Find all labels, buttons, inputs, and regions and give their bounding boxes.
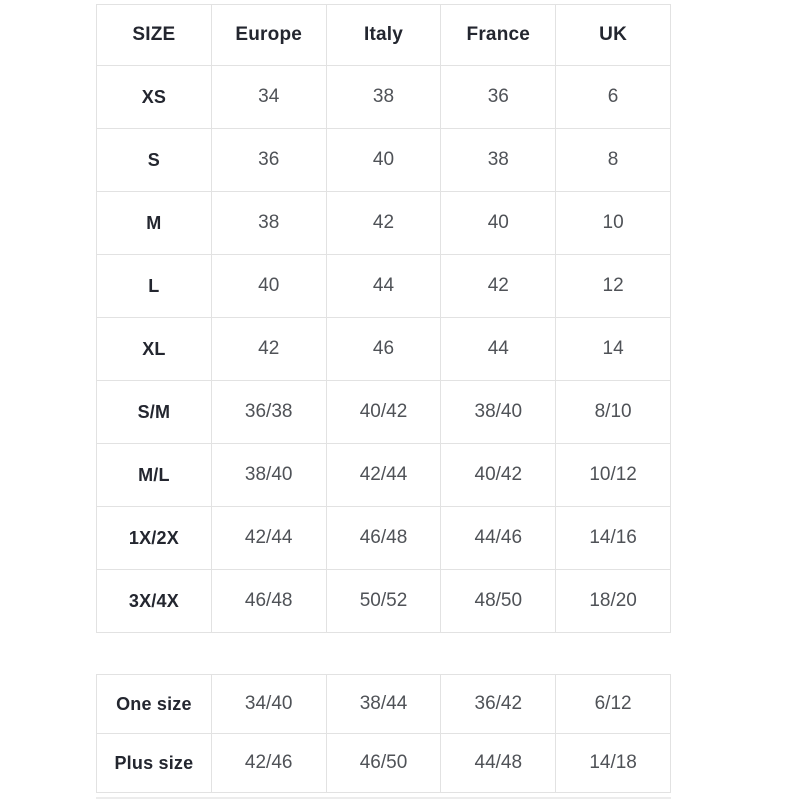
value-cell: 38 <box>326 66 441 129</box>
value-cell: 14/16 <box>556 507 671 570</box>
size-label-cell: L <box>97 255 212 318</box>
table-row <box>97 444 671 507</box>
value-cell: 46 <box>326 318 441 381</box>
value-cell: 38 <box>211 192 326 255</box>
special-size-table <box>96 674 671 793</box>
size-label-cell: M <box>97 192 212 255</box>
value-cell: 46/48 <box>211 570 326 633</box>
cropped-bottom-edge <box>96 797 671 799</box>
size-label-cell: M/L <box>97 444 212 507</box>
value-cell: 38 <box>441 129 556 192</box>
value-cell: 14/18 <box>556 734 671 793</box>
value-cell: 48/50 <box>441 570 556 633</box>
value-cell: 6 <box>556 66 671 129</box>
value-cell: 40 <box>211 255 326 318</box>
size-label-cell: One size <box>97 675 212 734</box>
value-cell: 42/46 <box>211 734 326 793</box>
column-header-france: France <box>441 5 556 66</box>
table-row <box>97 66 671 129</box>
table-row <box>97 381 671 444</box>
table-row <box>97 507 671 570</box>
value-cell: 46/48 <box>326 507 441 570</box>
table-row <box>97 192 671 255</box>
column-header-uk: UK <box>556 5 671 66</box>
column-header-europe: Europe <box>211 5 326 66</box>
value-cell: 8/10 <box>556 381 671 444</box>
value-cell: 44 <box>326 255 441 318</box>
value-cell: 40/42 <box>326 381 441 444</box>
column-header-italy: Italy <box>326 5 441 66</box>
value-cell: 36 <box>211 129 326 192</box>
size-label-cell: 1X/2X <box>97 507 212 570</box>
size-label-cell: S <box>97 129 212 192</box>
size-label-cell: XL <box>97 318 212 381</box>
size-label-cell: 3X/4X <box>97 570 212 633</box>
value-cell: 42/44 <box>326 444 441 507</box>
value-cell: 34 <box>211 66 326 129</box>
table-row <box>97 570 671 633</box>
value-cell: 42 <box>326 192 441 255</box>
size-conversion-table <box>96 4 671 633</box>
value-cell: 12 <box>556 255 671 318</box>
value-cell: 40/42 <box>441 444 556 507</box>
table-body <box>97 66 671 633</box>
value-cell: 50/52 <box>326 570 441 633</box>
size-guide <box>96 4 671 799</box>
column-header-size: SIZE <box>97 5 212 66</box>
value-cell: 42/44 <box>211 507 326 570</box>
table-row <box>97 255 671 318</box>
value-cell: 18/20 <box>556 570 671 633</box>
value-cell: 42 <box>211 318 326 381</box>
table-row <box>97 734 671 793</box>
value-cell: 34/40 <box>211 675 326 734</box>
value-cell: 38/40 <box>441 381 556 444</box>
value-cell: 38/44 <box>326 675 441 734</box>
table-header <box>97 5 671 66</box>
value-cell: 8 <box>556 129 671 192</box>
header-row <box>97 5 671 66</box>
table-row <box>97 675 671 734</box>
value-cell: 42 <box>441 255 556 318</box>
table-row <box>97 318 671 381</box>
size-label-cell: S/M <box>97 381 212 444</box>
value-cell: 36/38 <box>211 381 326 444</box>
value-cell: 46/50 <box>326 734 441 793</box>
value-cell: 40 <box>441 192 556 255</box>
table-row <box>97 129 671 192</box>
value-cell: 36 <box>441 66 556 129</box>
size-label-cell: Plus size <box>97 734 212 793</box>
value-cell: 10/12 <box>556 444 671 507</box>
value-cell: 14 <box>556 318 671 381</box>
value-cell: 38/40 <box>211 444 326 507</box>
value-cell: 6/12 <box>556 675 671 734</box>
value-cell: 44/46 <box>441 507 556 570</box>
table-body <box>97 675 671 793</box>
value-cell: 44/48 <box>441 734 556 793</box>
value-cell: 44 <box>441 318 556 381</box>
size-label-cell: XS <box>97 66 212 129</box>
value-cell: 40 <box>326 129 441 192</box>
value-cell: 10 <box>556 192 671 255</box>
value-cell: 36/42 <box>441 675 556 734</box>
